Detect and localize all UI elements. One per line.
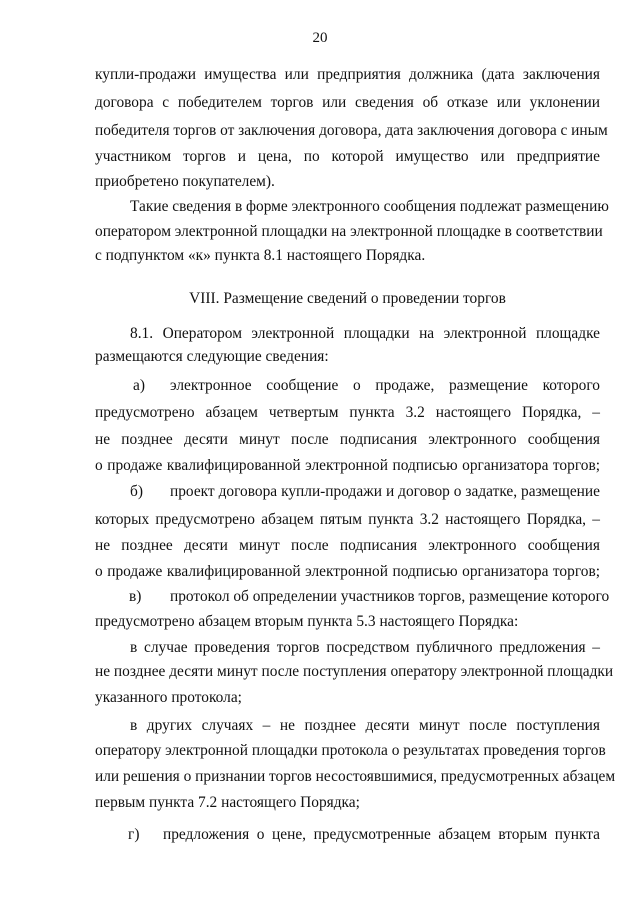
paragraph-line: о продаже квалифицированной электронной подписью организатора торгов; — [95, 563, 600, 580]
paragraph-line: первым пункта 7.2 настоящего Порядка; — [95, 794, 360, 811]
paragraph-line: предусмотрено абзацем вторым пункта 5.3 настоящего Порядка: — [95, 613, 519, 630]
paragraph-line: не позднее десяти минут после подписания электронного сообщения — [95, 431, 600, 448]
paragraph-line: в других случаях – не позднее десяти минут после поступления — [130, 717, 600, 734]
paragraph-line: которых предусмотрено абзацем пятым пункта 3.2 настоящего Порядка, – — [95, 511, 600, 528]
item-label-v: в) — [129, 588, 142, 605]
paragraph-line: не позднее десяти минут после подписания электронного сообщения — [95, 537, 600, 554]
paragraph-line: предусмотрено абзацем четвертым пункта 3.2 настоящего Порядка, – — [95, 404, 600, 421]
paragraph-line: указанного протокола; — [95, 689, 242, 706]
item-label-b: б) — [130, 483, 143, 500]
paragraph-line: с подпунктом «к» пункта 8.1 настоящего Порядка. — [95, 247, 426, 264]
section-heading: VIII. Размещение сведений о проведении торгов — [189, 290, 506, 307]
paragraph-line: 8.1. Оператором электронной площадки на электронной площадке — [130, 325, 600, 342]
paragraph-line: протокол об определении участников торгов, размещение которого — [170, 588, 610, 605]
paragraph-line: договора с победителем торгов или сведения об отказе или уклонении — [95, 94, 600, 111]
paragraph-line: или решения о признании торгов несостоявшимися, предусмотренных абзацем — [95, 768, 616, 785]
paragraph-line: предложения о цене, предусмотренные абзацем вторым пункта — [163, 826, 600, 843]
paragraph-line: Такие сведения в форме электронного сообщения подлежат размещению — [130, 198, 609, 215]
paragraph-line: участником торгов и цена, по которой имущество или предприятие — [95, 148, 600, 165]
paragraph-line: электронное сообщение о продаже, размещение которого — [170, 377, 600, 394]
item-label-a: а) — [133, 377, 145, 394]
paragraph-line: проект договора купли-продажи и договор о задатке, размещение — [170, 483, 600, 500]
paragraph-line: о продаже квалифицированной электронной подписью организатора торгов; — [95, 457, 600, 474]
item-label-g: г) — [128, 826, 140, 843]
paragraph-line: не позднее десяти минут после поступления оператору электронной площадки — [95, 663, 614, 680]
paragraph-line: победителя торгов от заключения договора, дата заключения договора с иным — [95, 122, 608, 139]
page-number: 20 — [312, 30, 328, 46]
paragraph-line: оператору электронной площадки протокола о результатах проведения торгов — [95, 742, 606, 759]
paragraph-line: купли-продажи имущества или предприятия должника (дата заключения — [95, 66, 600, 83]
paragraph-line: приобретено покупателем). — [95, 173, 275, 190]
paragraph-line: оператором электронной площадки на электронной площадке в соответствии — [95, 223, 603, 240]
paragraph-line: размещаются следующие сведения: — [95, 348, 329, 365]
paragraph-line: в случае проведения торгов посредством публичного предложения – — [130, 639, 600, 656]
